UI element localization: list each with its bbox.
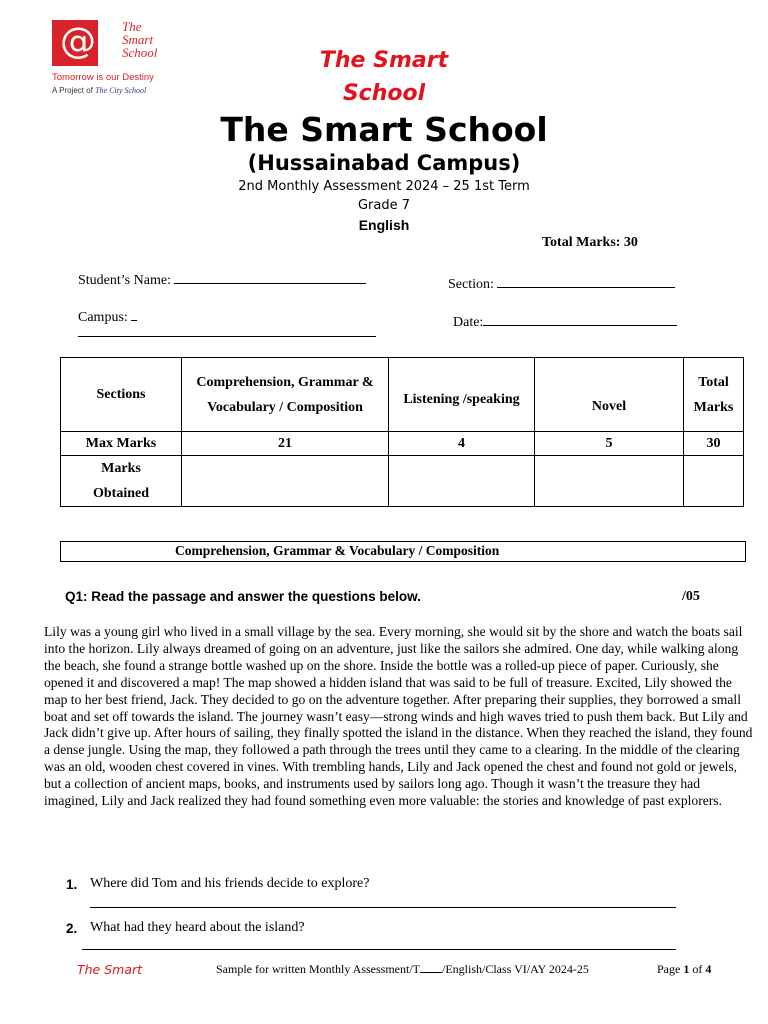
- question-number: 2.: [66, 921, 78, 936]
- question-1-heading: Q1: Read the passage and answer the questions below.: [65, 589, 421, 604]
- reading-passage: Lily was a young girl who lived in a small village by the sea. Every morning, she would sit by the shore and watch the boats sail into the horizon. Lily always dreamed of going on an adventure, just like the sailors she admired. One day, while walking along the beach, she found a strange bottle washed up on the shore. Inside the bottle was a rolled-up piece of paper. Curiously, she opened it and discovered a map! The map showed a hidden island that was said to be full of treasure. Excited, Lily showed the map to her best friend, Jack. They decided to go on the adventure together. After preparing their supplies, they borrowed a small boat and set off towards the island. The journey wasn’t easy—strong winds and high waves tried to push them back. But Lily and Jack didn’t give up. After hours of sailing, they finally spotted the island in the distance. When they reached the island, they found a dense jungle. Using the map, they followed a path through the trees until they came to a clearing. In the middle of the clearing was an old, wooden chest covered in vines. With trembling hands, Lily and Jack opened the chest and found not gold or jewels, but a collection of ancient maps, books, and instruments used by sailors long ago. Though it wasn’t the treasure they had imagined, Lily and Jack realized they had found something even more valuable: the stories and knowledge of past explorers.: [44, 624, 753, 809]
- marks-obtained-row: [61, 456, 744, 507]
- section-field: Section:: [448, 273, 675, 294]
- question-1-score: /05: [682, 589, 700, 604]
- assessment-title: 2nd Monthly Assessment 2024 – 25 1st Term: [238, 179, 530, 194]
- date-line[interactable]: [483, 311, 677, 326]
- header-listening: Listening /speaking: [389, 358, 535, 432]
- table-header-row: [61, 358, 744, 432]
- obtained-cell[interactable]: [182, 456, 389, 507]
- logo-name: The Smart School: [122, 19, 158, 60]
- header-novel: Novel: [535, 358, 684, 432]
- at-symbol-icon: @: [60, 21, 96, 62]
- marks-table: [60, 357, 744, 507]
- logo-tagline: Tomorrow is our Destiny: [52, 72, 154, 83]
- question-number: 1.: [66, 877, 78, 892]
- header-comprehension: Comprehension, Grammar & Vocabulary / Composition: [182, 358, 389, 432]
- footer-school: The Smart: [77, 962, 143, 977]
- obtained-cell[interactable]: [389, 456, 535, 507]
- date-field: Date:: [453, 311, 677, 332]
- subject-label: English: [358, 217, 410, 233]
- campus-name: (Hussainabad Campus): [247, 151, 521, 175]
- student-name-line[interactable]: [174, 269, 366, 284]
- campus-line[interactable]: [78, 336, 376, 337]
- max-marks-cell: 30: [684, 432, 744, 456]
- max-marks-row: [61, 432, 744, 456]
- red-title: The Smart School: [319, 48, 449, 106]
- footer-description: Sample for written Monthly Assessment/T /English/Class VI/AY 2024-25: [216, 962, 589, 976]
- max-marks-label: Max Marks: [61, 432, 182, 456]
- student-name-field: Student’s Name:: [78, 269, 366, 290]
- header-sections: Sections: [61, 358, 182, 432]
- max-marks-cell: 21: [182, 432, 389, 456]
- page-number: Page 1 of 4: [657, 962, 712, 976]
- answer-line[interactable]: [90, 907, 676, 908]
- logo-project-line: A Project of The City School: [52, 86, 147, 95]
- school-name: The Smart School: [220, 110, 548, 149]
- section-title-box: [60, 541, 746, 562]
- obtained-cell[interactable]: [684, 456, 744, 507]
- total-marks: Total Marks: 30: [542, 235, 638, 250]
- marks-obtained-label: Marks Obtained: [61, 456, 182, 507]
- header-total: Total Marks: [684, 358, 744, 432]
- max-marks-cell: 4: [389, 432, 535, 456]
- max-marks-cell: 5: [535, 432, 684, 456]
- grade-label: Grade 7: [357, 198, 411, 213]
- question-text: What had they heard about the island?: [90, 920, 305, 935]
- section-title: Comprehension, Grammar & Vocabulary / Composition: [175, 543, 500, 558]
- question-item: [66, 876, 370, 894]
- answer-line[interactable]: [82, 949, 676, 950]
- obtained-cell[interactable]: [535, 456, 684, 507]
- campus-field: Campus:: [78, 306, 137, 327]
- section-line[interactable]: [497, 273, 675, 288]
- question-item: [66, 920, 305, 938]
- question-text: Where did Tom and his friends decide to explore?: [90, 876, 370, 891]
